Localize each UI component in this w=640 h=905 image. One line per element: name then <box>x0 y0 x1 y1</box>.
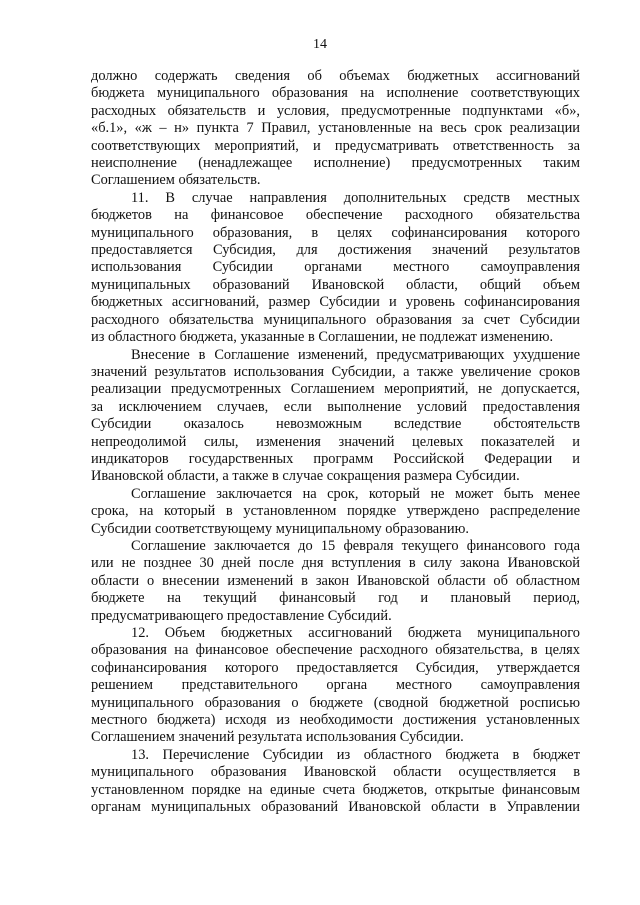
text-line: значений результатов использования Субсидии, а также увеличение сроков <box>91 363 580 380</box>
text-line: индикаторов государственных программ Российской Федерации и <box>91 450 580 467</box>
text-line: 13. Перечисление Субсидии из областного бюджета в бюджет <box>131 746 580 763</box>
page-number: 14 <box>313 37 327 52</box>
text-line: муниципального образования Ивановской области осуществляется в <box>91 764 580 781</box>
text-line: расходного обязательства муниципального образования за счет Субсидии <box>91 311 580 328</box>
text-line: Внесение в Соглашение изменений, предусматривающих ухудшение <box>131 346 580 363</box>
text-line: Ивановской области, а также в случае сокращения размера Субсидии. <box>91 468 520 485</box>
text-line: органам муниципальных образований Ивановской области в Управлении <box>91 799 580 816</box>
text-line: должно содержать сведения об объемах бюджетных ассигнований <box>91 68 580 84</box>
text-line: 12. Объем бюджетных ассигнований бюджета муниципального <box>131 625 580 641</box>
text-line: установленном порядке на единые счета бюджетов, открытые финансовым <box>91 781 580 798</box>
text-line: за исключением случаев, если выполнение условий предоставления <box>91 398 580 415</box>
text-line: Субсидии соответствующему муниципальному образованию. <box>91 520 469 537</box>
text-line: 11. В случае направления дополнительных средств местных <box>131 189 580 206</box>
document-body <box>91 68 580 816</box>
text-line: бюджета муниципального образования на исполнение соответствующих <box>91 85 580 102</box>
text-line: муниципального образования, в целях софинансирования которого <box>91 224 580 241</box>
text-line: Соглашением обязательств. <box>91 172 261 189</box>
text-line: софинансирования которого предоставляется Субсидия, утверждается <box>91 659 580 676</box>
text-line: Субсидии оказалось невозможным вследствие обстоятельств <box>91 416 580 433</box>
text-line: бюджетных ассигнований, размер Субсидии и уровень софинансирования <box>91 294 580 311</box>
text-line: Соглашение заключается до 15 февраля текущего финансового года <box>131 537 580 554</box>
text-line: срока, на который в установленном порядке утверждено распределение <box>91 503 580 520</box>
text-line: Соглашение заключается на срок, который не может быть менее <box>131 485 580 502</box>
text-line: бюджете на текущий финансовый год и плановый период, <box>91 590 580 607</box>
text-line: предусматривающего предоставление Субсидий. <box>91 607 392 624</box>
text-line: области о внесении изменений в закон Ивановской области об областном <box>91 572 580 589</box>
text-line: образования на финансовое обеспечение расходного обязательства, в целях <box>91 642 580 659</box>
text-line: Соглашением значений результата использования Субсидии. <box>91 729 464 746</box>
text-line: или не позднее 30 дней после дня вступления в силу закона Ивановской <box>91 555 580 572</box>
text-line: неисполнение (ненадлежащее исполнение) предусмотренных таким <box>91 155 580 172</box>
text-line: из областного бюджета, указанные в Соглашении, не подлежат изменению. <box>91 329 554 346</box>
text-line: муниципального образования о бюджете (сводной бюджетной росписью <box>91 694 580 711</box>
text-line: решением представительного органа местного самоуправления <box>91 677 580 694</box>
text-line: предоставляется Субсидия, для достижения значений результатов <box>91 242 580 259</box>
text-line: соответствующих мероприятий, и предусматривать ответственность за <box>91 137 580 154</box>
text-line: использования Субсидии органами местного самоуправления <box>91 259 580 276</box>
text-line: бюджетов на финансовое обеспечение расходного обязательства <box>91 207 580 224</box>
text-line: местного бюджета) исходя из необходимости достижения установленных <box>91 712 580 729</box>
text-line: расходных обязательств и условия, предусмотренные подпунктами «б», <box>91 102 580 119</box>
text-line: реализации предусмотренных Соглашением мероприятий, не допускается, <box>91 381 580 398</box>
text-line: «б.1», «ж – н» пункта 7 Правил, установленные на весь срок реализации <box>91 120 580 137</box>
text-line: непреодолимой силы, изменения значений целевых показателей и <box>91 433 580 450</box>
text-line: муниципальных образований Ивановской области, общий объем <box>91 276 580 293</box>
